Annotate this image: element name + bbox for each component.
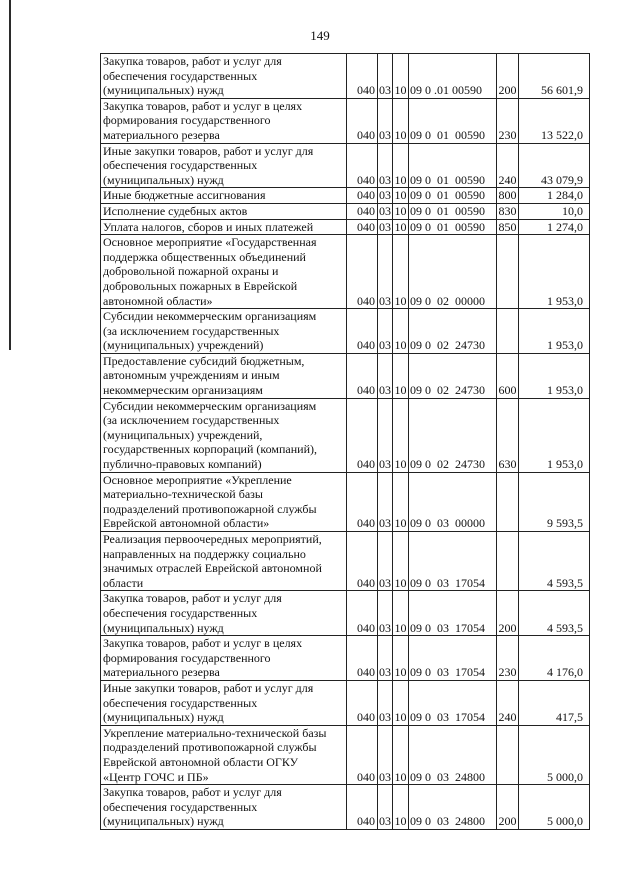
table-row (101, 680, 590, 725)
cell-name (101, 309, 347, 354)
cell-section (378, 398, 393, 472)
cell-ved-code-value: 040 (357, 769, 375, 784)
cell-name-line: Закупка товаров, работ и услуг для (103, 785, 282, 800)
cell-section-value: 03 (379, 83, 391, 98)
cell-name-line: Иные закупки товаров, работ и услуг для (103, 680, 314, 695)
cell-name-line: (муниципальных) нужд (103, 172, 224, 187)
cell-ved-code-value: 040 (357, 83, 375, 98)
cell-name-line: «Центр ГОЧС и ПБ» (103, 769, 209, 784)
cell-amount-value: 1 953,0 (547, 293, 583, 308)
cell-name-line: Предоставление субсидий бюджетным, (103, 353, 305, 368)
cell-name (101, 680, 347, 725)
cell-amount-value: 417,5 (556, 710, 583, 725)
cell-section-value: 03 (379, 575, 391, 590)
cell-target-article-value: 09 0 02 24730 (410, 383, 485, 398)
cell-name-line: Исполнение судебных актов (103, 203, 248, 218)
cell-subsection (393, 725, 409, 784)
cell-amount-value: 1 953,0 (547, 383, 583, 398)
cell-name-line: материального резерва (103, 127, 220, 142)
cell-subsection (393, 785, 409, 830)
cell-target-article (409, 203, 497, 219)
cell-name-line: Субсидии некоммерческим организациям (103, 309, 317, 324)
cell-subsection-value: 10 (394, 338, 407, 353)
cell-subsection-value: 10 (394, 620, 407, 635)
cell-section-value: 03 (379, 457, 391, 472)
cell-section-value: 03 (379, 293, 391, 308)
cell-ved-code (347, 203, 378, 219)
cell-section (378, 219, 393, 235)
table-row (101, 636, 590, 681)
cell-expense-type-value: 800 (498, 188, 517, 203)
cell-name-line: Закупка товаров, работ и услуг в целях (103, 98, 303, 113)
cell-name-line: материального резерва (103, 665, 220, 680)
cell-ved-code (347, 472, 378, 531)
cell-expense-type (497, 680, 519, 725)
cell-section (378, 680, 393, 725)
cell-section (378, 309, 393, 354)
cell-name (101, 591, 347, 636)
cell-name-line: публично-правовых компаний) (103, 457, 262, 472)
cell-amount (519, 235, 590, 309)
cell-section-value: 03 (379, 620, 391, 635)
cell-subsection-value: 10 (394, 383, 407, 398)
cell-ved-code (347, 591, 378, 636)
cell-name (101, 353, 347, 398)
cell-ved-code (347, 143, 378, 188)
cell-target-article (409, 472, 497, 531)
cell-name-line: материально-технической базы (103, 487, 263, 502)
cell-section-value: 03 (379, 665, 391, 680)
cell-target-article (409, 54, 497, 99)
cell-section (378, 472, 393, 531)
cell-subsection-value: 10 (394, 814, 407, 829)
cell-expense-type (497, 398, 519, 472)
cell-name-line: автономной области» (103, 293, 213, 308)
cell-ved-code-value: 040 (357, 620, 375, 635)
cell-section-value: 03 (379, 172, 391, 187)
cell-expense-type-value: 240 (498, 710, 517, 725)
cell-section (378, 532, 393, 591)
cell-amount (519, 98, 590, 143)
cell-target-article (409, 591, 497, 636)
cell-name-line: (муниципальных) учреждений, (103, 427, 263, 442)
cell-expense-type (497, 353, 519, 398)
cell-name (101, 785, 347, 830)
cell-section (378, 353, 393, 398)
cell-target-article-value: 09 0 01 00590 (410, 219, 485, 234)
cell-amount-value: 5 000,0 (547, 814, 583, 829)
cell-amount (519, 309, 590, 354)
cell-subsection-value: 10 (394, 127, 407, 142)
cell-section (378, 235, 393, 309)
cell-ved-code (347, 98, 378, 143)
cell-target-article (409, 398, 497, 472)
cell-expense-type-value: 240 (498, 172, 517, 187)
cell-name-line: Уплата налогов, сборов и иных платежей (103, 219, 314, 234)
cell-target-article-value: 09 0 03 17054 (410, 575, 485, 590)
cell-name-line: (муниципальных) нужд (103, 814, 224, 829)
page-number: 149 (310, 28, 330, 43)
cell-expense-type (497, 636, 519, 681)
cell-name-line: добровольных пожарных в Еврейской (103, 278, 298, 293)
cell-target-article (409, 725, 497, 784)
cell-section (378, 188, 393, 204)
cell-subsection-value: 10 (394, 293, 407, 308)
cell-section (378, 591, 393, 636)
cell-name-line: подразделений противопожарной службы (103, 740, 317, 755)
cell-ved-code (347, 785, 378, 830)
cell-expense-type-value: 230 (498, 127, 517, 142)
table-row (101, 353, 590, 398)
cell-ved-code-value: 040 (357, 219, 375, 234)
cell-subsection-value: 10 (394, 219, 407, 234)
cell-amount (519, 188, 590, 204)
cell-subsection (393, 636, 409, 681)
cell-section (378, 143, 393, 188)
cell-name-line: Еврейской автономной области» (103, 516, 270, 531)
cell-ved-code (347, 398, 378, 472)
cell-name-line: подразделений противопожарной службы (103, 501, 317, 516)
cell-target-article (409, 188, 497, 204)
cell-target-article-value: 09 0 03 17054 (410, 665, 485, 680)
cell-ved-code-value: 040 (357, 665, 375, 680)
cell-amount-value: 56 601,9 (541, 83, 583, 98)
cell-section-value: 03 (379, 814, 391, 829)
cell-name-line: обеспечения государственных (103, 605, 258, 620)
cell-ved-code (347, 353, 378, 398)
cell-amount (519, 680, 590, 725)
cell-ved-code (347, 188, 378, 204)
cell-expense-type (497, 725, 519, 784)
cell-name (101, 219, 347, 235)
cell-subsection (393, 532, 409, 591)
cell-subsection (393, 235, 409, 309)
cell-amount-value: 1 284,0 (547, 188, 583, 203)
cell-name-line: (муниципальных) учреждений) (103, 338, 264, 353)
cell-section-value: 03 (379, 338, 391, 353)
cell-ved-code-value: 040 (357, 172, 375, 187)
cell-expense-type (497, 203, 519, 219)
cell-target-article-value: 09 0 03 24800 (410, 814, 485, 829)
cell-ved-code (347, 636, 378, 681)
cell-amount-value: 13 522,0 (541, 127, 583, 142)
cell-subsection (393, 472, 409, 531)
cell-name-line: формирования государственного (103, 650, 271, 665)
cell-amount (519, 785, 590, 830)
cell-name (101, 725, 347, 784)
cell-section-value: 03 (379, 127, 391, 142)
cell-subsection (393, 98, 409, 143)
cell-expense-type (497, 591, 519, 636)
cell-name-line: области (103, 575, 144, 590)
cell-amount (519, 725, 590, 784)
cell-section (378, 203, 393, 219)
cell-name (101, 235, 347, 309)
cell-name-line: Закупка товаров, работ и услуг в целях (103, 636, 303, 651)
cell-ved-code-value: 040 (357, 575, 375, 590)
cell-name-line: Основное мероприятие «Государственная (103, 235, 317, 250)
cell-amount-value: 9 593,5 (547, 516, 583, 531)
cell-name-line: обеспечения государственных (103, 799, 258, 814)
cell-subsection (393, 203, 409, 219)
cell-name-line: автономным учреждениям и иным (103, 368, 280, 383)
cell-expense-type (497, 54, 519, 99)
cell-expense-type-value: 200 (498, 620, 517, 635)
cell-ved-code (347, 235, 378, 309)
cell-name-line: (муниципальных) нужд (103, 710, 224, 725)
cell-ved-code-value: 040 (357, 516, 375, 531)
cell-expense-type-value: 850 (498, 219, 517, 234)
cell-subsection-value: 10 (394, 516, 407, 531)
cell-name (101, 98, 347, 143)
cell-section (378, 725, 393, 784)
table-row (101, 785, 590, 830)
table-row (101, 472, 590, 531)
cell-amount (519, 203, 590, 219)
cell-amount-value: 5 000,0 (547, 769, 583, 784)
cell-amount (519, 398, 590, 472)
cell-target-article-value: 09 0 02 24730 (410, 338, 485, 353)
cell-name-line: обеспечения государственных (103, 68, 258, 83)
cell-target-article-value: 09 0 .01 00590 (410, 83, 482, 98)
cell-subsection (393, 353, 409, 398)
cell-amount (519, 219, 590, 235)
cell-subsection (393, 591, 409, 636)
cell-name-line: Основное мероприятие «Укрепление (103, 472, 292, 487)
cell-target-article-value: 09 0 01 00590 (410, 188, 485, 203)
cell-section-value: 03 (379, 769, 391, 784)
cell-expense-type-value: 200 (498, 83, 517, 98)
cell-name-line: значимых отраслей Еврейской автономной (103, 561, 322, 576)
cell-section (378, 636, 393, 681)
cell-name (101, 143, 347, 188)
cell-name-line: формирования государственного (103, 113, 271, 128)
cell-name (101, 532, 347, 591)
cell-subsection (393, 398, 409, 472)
cell-target-article (409, 143, 497, 188)
cell-name-line: поддержка общественных объединений (103, 249, 306, 264)
cell-amount-value: 10,0 (562, 203, 583, 218)
cell-target-article (409, 785, 497, 830)
cell-name (101, 636, 347, 681)
cell-amount (519, 472, 590, 531)
cell-ved-code-value: 040 (357, 203, 375, 218)
cell-target-article (409, 219, 497, 235)
cell-amount-value: 43 079,9 (541, 172, 583, 187)
cell-section-value: 03 (379, 516, 391, 531)
cell-amount (519, 636, 590, 681)
table-row (101, 309, 590, 354)
cell-name-line: (муниципальных) нужд (103, 620, 224, 635)
cell-ved-code-value: 040 (357, 293, 375, 308)
cell-subsection (393, 188, 409, 204)
cell-subsection-value: 10 (394, 710, 407, 725)
cell-subsection-value: 10 (394, 188, 407, 203)
budget-table (100, 53, 590, 830)
cell-name-line: (муниципальных) нужд (103, 83, 224, 98)
cell-name (101, 398, 347, 472)
cell-expense-type-value: 230 (498, 665, 517, 680)
cell-target-article (409, 532, 497, 591)
cell-ved-code (347, 532, 378, 591)
cell-name-line: Реализация первоочередных мероприятий, (103, 532, 322, 546)
cell-expense-type (497, 235, 519, 309)
table-row (101, 725, 590, 784)
cell-target-article-value: 09 0 01 00590 (410, 203, 485, 218)
cell-name-line: обеспечения государственных (103, 695, 258, 710)
cell-name-line: Еврейской автономной области ОГКУ (103, 754, 299, 769)
cell-target-article-value: 09 0 03 17054 (410, 710, 485, 725)
cell-subsection-value: 10 (394, 172, 407, 187)
cell-ved-code-value: 040 (357, 127, 375, 142)
cell-name-line: (за исключением государственных (103, 413, 280, 428)
cell-ved-code (347, 219, 378, 235)
cell-name-line: Субсидии некоммерческим организациям (103, 398, 317, 413)
cell-subsection-value: 10 (394, 575, 407, 590)
cell-expense-type (497, 188, 519, 204)
cell-section (378, 785, 393, 830)
cell-target-article (409, 235, 497, 309)
cell-subsection (393, 54, 409, 99)
cell-target-article-value: 09 0 03 24800 (410, 769, 485, 784)
cell-amount (519, 54, 590, 99)
cell-name-line: государственных корпораций (компаний), (103, 442, 317, 457)
cell-ved-code-value: 040 (357, 457, 375, 472)
cell-amount (519, 532, 590, 591)
cell-target-article (409, 636, 497, 681)
table-row (101, 188, 590, 204)
cell-expense-type-value: 200 (498, 814, 517, 829)
cell-ved-code (347, 680, 378, 725)
cell-amount-value: 4 176,0 (547, 665, 583, 680)
cell-ved-code (347, 309, 378, 354)
cell-name (101, 188, 347, 204)
cell-target-article (409, 353, 497, 398)
cell-target-article (409, 309, 497, 354)
cell-name-line: Укрепление материально-технической базы (103, 725, 327, 740)
cell-name (101, 54, 347, 99)
cell-amount (519, 353, 590, 398)
table-row (101, 143, 590, 188)
cell-section-value: 03 (379, 188, 391, 203)
cell-subsection (393, 143, 409, 188)
cell-ved-code (347, 54, 378, 99)
cell-subsection-value: 10 (394, 769, 407, 784)
cell-expense-type (497, 143, 519, 188)
cell-target-article (409, 680, 497, 725)
cell-expense-type (497, 98, 519, 143)
cell-amount (519, 591, 590, 636)
cell-target-article-value: 09 0 02 24730 (410, 457, 485, 472)
cell-section-value: 03 (379, 383, 391, 398)
cell-expense-type (497, 309, 519, 354)
cell-expense-type (497, 472, 519, 531)
cell-expense-type-value: 630 (498, 457, 517, 472)
cell-target-article-value: 09 0 02 00000 (410, 293, 485, 308)
cell-ved-code-value: 040 (357, 814, 375, 829)
cell-expense-type (497, 219, 519, 235)
cell-name-line: обеспечения государственных (103, 158, 258, 173)
table-row (101, 219, 590, 235)
cell-target-article-value: 09 0 03 00000 (410, 516, 485, 531)
cell-ved-code-value: 040 (357, 188, 375, 203)
table-row (101, 532, 590, 591)
cell-expense-type-value: 600 (498, 383, 517, 398)
cell-amount-value: 4 593,5 (547, 620, 583, 635)
cell-name (101, 472, 347, 531)
cell-ved-code-value: 040 (357, 383, 375, 398)
cell-subsection (393, 309, 409, 354)
cell-name (101, 203, 347, 219)
cell-subsection-value: 10 (394, 457, 407, 472)
table-row (101, 591, 590, 636)
cell-name-line: Закупка товаров, работ и услуг для (103, 591, 282, 606)
cell-expense-type (497, 785, 519, 830)
cell-subsection-value: 10 (394, 83, 407, 98)
budget-table-body (101, 54, 590, 830)
cell-amount-value: 1 274,0 (547, 219, 583, 234)
cell-section (378, 54, 393, 99)
table-row (101, 235, 590, 309)
cell-section-value: 03 (379, 203, 391, 218)
scan-edge-line (9, 0, 11, 350)
cell-section-value: 03 (379, 710, 391, 725)
cell-expense-type (497, 532, 519, 591)
cell-subsection (393, 680, 409, 725)
table-row (101, 398, 590, 472)
cell-amount-value: 1 953,0 (547, 338, 583, 353)
cell-name-line: некоммерческим организациям (103, 383, 263, 398)
cell-amount-value: 4 593,5 (547, 575, 583, 590)
cell-name-line: добровольной пожарной охраны и (103, 264, 279, 279)
cell-target-article-value: 09 0 01 00590 (410, 127, 485, 142)
table-row (101, 54, 590, 99)
cell-amount-value: 1 953,0 (547, 457, 583, 472)
cell-subsection-value: 10 (394, 203, 407, 218)
table-row (101, 203, 590, 219)
cell-expense-type-value: 830 (498, 203, 517, 218)
cell-name-line: направленных на поддержку социально (103, 546, 306, 561)
cell-ved-code-value: 040 (357, 338, 375, 353)
table-row (101, 98, 590, 143)
cell-name-line: Закупка товаров, работ и услуг для (103, 54, 282, 68)
cell-section-value: 03 (379, 219, 391, 234)
cell-ved-code (347, 725, 378, 784)
cell-subsection-value: 10 (394, 665, 407, 680)
cell-section (378, 98, 393, 143)
cell-target-article (409, 98, 497, 143)
cell-subsection (393, 219, 409, 235)
cell-amount (519, 143, 590, 188)
cell-target-article-value: 09 0 01 00590 (410, 172, 485, 187)
cell-target-article-value: 09 0 03 17054 (410, 620, 485, 635)
cell-name-line: Иные закупки товаров, работ и услуг для (103, 143, 314, 158)
cell-ved-code-value: 040 (357, 710, 375, 725)
cell-name-line: Иные бюджетные ассигнования (103, 188, 266, 203)
cell-name-line: (за исключением государственных (103, 323, 280, 338)
